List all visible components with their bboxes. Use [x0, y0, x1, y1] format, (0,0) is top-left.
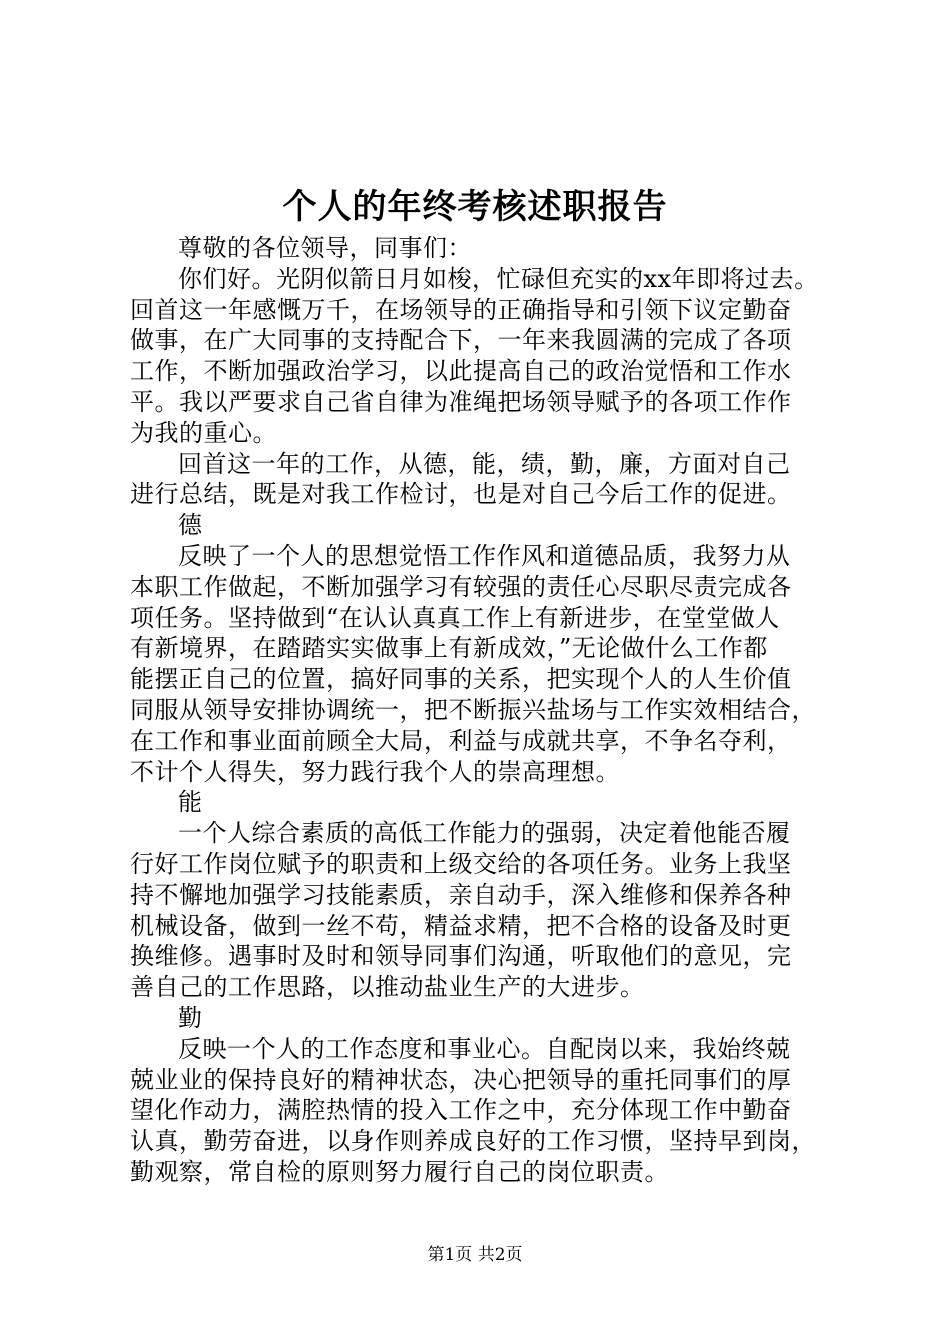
body-line: 换维修。遇事时及时和领导同事们沟通，听取他们的意见，完 — [130, 942, 792, 971]
body-line: 你们好。光阴似箭日月如梭，忙碌但充实的xx年即将过去。 — [178, 264, 819, 293]
document-body — [130, 233, 860, 1188]
body-line: 能 — [178, 788, 203, 817]
body-line: 能摆正自己的位置，搞好同事的关系，把实现个人的人生价值 — [130, 665, 792, 694]
body-line: 持不懈地加强学习技能素质，亲自动手，深入维修和保养各种 — [130, 880, 792, 909]
body-line: 有新境界，在踏踏实实做事上有新成效，”无论做什么工作都 — [130, 634, 768, 663]
page-footer: 第1页 共2页 — [427, 1245, 523, 1265]
body-line: 勤 — [178, 1003, 203, 1032]
body-line: 不计个人得失，努力践行我个人的崇高理想。 — [130, 757, 620, 786]
body-line: 反映一个人的工作态度和事业心。自配岗以来，我始终兢 — [178, 1034, 791, 1063]
body-line: 在工作和事业面前顾全大局，利益与成就共享，不争名夺利， — [130, 726, 792, 755]
body-line: 回首这一年感慨万千，在场领导的正确指导和引领下议定勤奋 — [130, 295, 792, 324]
body-line: 机械设备，做到一丝不苟，精益求精，把不合格的设备及时更 — [130, 911, 792, 940]
body-line: 一个人综合素质的高低工作能力的强弱，决定着他能否履 — [178, 819, 791, 848]
body-line: 德 — [178, 511, 203, 540]
body-line: 本职工作做起，不断加强学习有较强的责任心尽职尽责完成各 — [130, 572, 792, 601]
body-line: 反映了一个人的思想觉悟工作作风和道德品质，我努力从 — [178, 541, 791, 570]
body-line: 同服从领导安排协调统一，把不断振兴盐场与工作实效相结合， — [130, 695, 816, 724]
body-line: 回首这一年的工作，从德，能，绩，勤，廉，方面对自己 — [178, 449, 791, 478]
body-line: 勤观察，常自检的原则努力履行自己的岗位职责。 — [130, 1157, 669, 1186]
body-line: 进行总结，既是对我工作检讨，也是对自己今后工作的促进。 — [130, 480, 792, 509]
body-line: 平。我以严要求自己省自律为准绳把场领导赋予的各项工作作 — [130, 387, 792, 416]
body-line: 尊敬的各位领导，同事们： — [178, 234, 472, 262]
body-line: 善自己的工作思路，以推动盐业生产的大进步。 — [130, 973, 645, 1002]
body-line: 望化作动力，满腔热情的投入工作之中，充分体现工作中勤奋 — [130, 1096, 792, 1125]
document-title: 个人的年终考核述职报告 — [282, 187, 668, 227]
body-line: 工作，不断加强政治学习，以此提高自己的政治觉悟和工作水 — [130, 357, 792, 386]
body-line: 行好工作岗位赋予的职责和上级交给的各项任务。业务上我坚 — [130, 849, 792, 878]
body-line: 为我的重心。 — [130, 418, 277, 447]
body-line: 做事，在广大同事的支持配合下，一年来我圆满的完成了各项 — [130, 326, 792, 355]
body-line: 认真，勤劳奋进，以身作则养成良好的工作习惯，坚持早到岗， — [130, 1127, 816, 1156]
body-line: 项任务。坚持做到“在认认真真工作上有新进步，在堂堂做人 — [130, 603, 780, 632]
body-line: 兢业业的保持良好的精神状态，决心把领导的重托同事们的厚 — [130, 1065, 792, 1094]
